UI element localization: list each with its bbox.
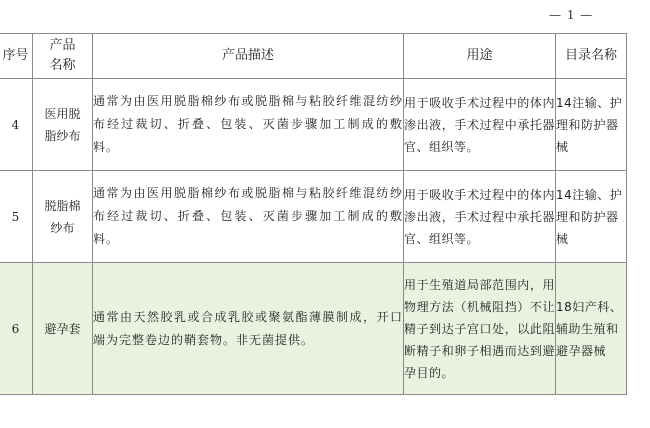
row-use: 用于吸收手术过程中的体内渗出液，手术过程中承托器官、组织等。 (404, 171, 556, 263)
product-name-text: 医用脱 脂纱布 (44, 106, 81, 143)
row-product-name (33, 263, 93, 395)
device-catalog-table (0, 33, 627, 395)
header-name-text: 产品 名称 (49, 38, 76, 73)
row-no: 6 (0, 263, 33, 395)
header-category: 目录名称 (556, 34, 627, 79)
header-description: 产品描述 (93, 34, 404, 79)
row-product-name (33, 79, 93, 171)
row-use: 用于吸收手术过程中的体内渗出液，手术过程中承托器官、组织等。 (404, 79, 556, 171)
product-name-text: 避孕套 (44, 321, 81, 336)
table-row (0, 171, 627, 263)
table-row-highlighted (0, 263, 627, 395)
row-no: 4 (0, 79, 33, 171)
table-header-row (0, 34, 627, 79)
row-description: 通常由天然胶乳或合成乳胶或聚氨酯薄膜制成，开口端为完整卷边的鞘套物。非无菌提供。 (93, 263, 404, 395)
row-description: 通常为由医用脱脂棉纱布或脱脂棉与粘胶纤维混纺纱布经过裁切、折叠、包装、灭菌步骤加工制成的敷料。 (93, 79, 404, 171)
header-no: 序号 (0, 34, 33, 79)
header-name (33, 34, 93, 79)
row-category: 14注输、护理和防护器械 (556, 79, 627, 171)
page-number: — 1 — (549, 8, 594, 22)
row-use: 用于生殖道局部范围内，用物理方法（机械阻挡）不让精子到达子宫口处，以此阻断精子和卵子相遇而达到避孕目的。 (404, 263, 556, 395)
row-category: 14注输、护理和防护器械 (556, 171, 627, 263)
product-name-text: 脱脂棉 纱布 (44, 198, 81, 235)
row-description: 通常为由医用脱脂棉纱布或脱脂棉与粘胶纤维混纺纱布经过裁切、折叠、包装、灭菌步骤加工制成的敷料。 (93, 171, 404, 263)
header-use: 用途 (404, 34, 556, 79)
table-row (0, 79, 627, 171)
row-no: 5 (0, 171, 33, 263)
row-product-name (33, 171, 93, 263)
row-category: 18妇产科、辅助生殖和避孕器械 (556, 263, 627, 395)
